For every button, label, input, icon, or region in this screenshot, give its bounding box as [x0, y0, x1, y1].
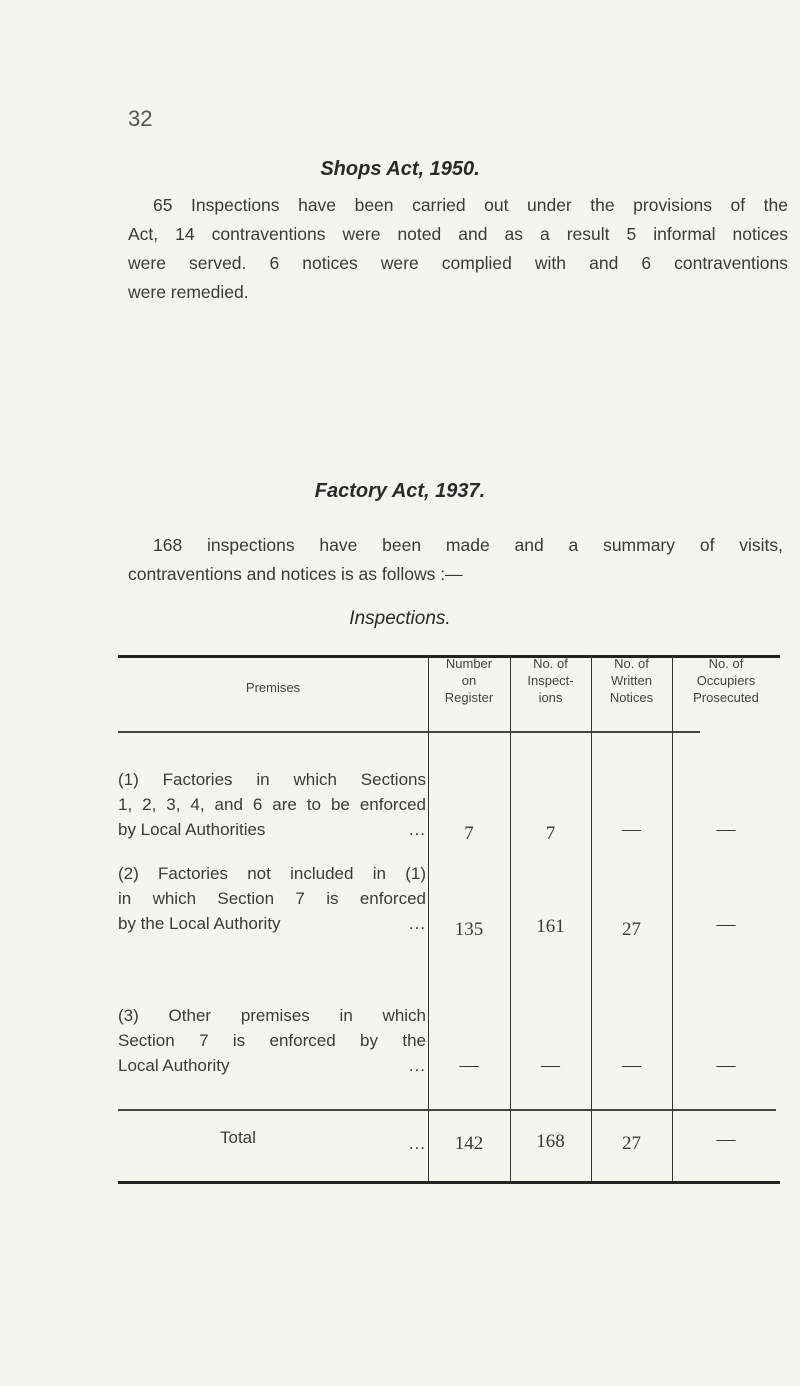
total-prosecuted: — [716, 1129, 736, 1150]
header-line: Prosecuted [693, 690, 759, 705]
total-register: 142 [454, 1133, 484, 1154]
row-label-line: in which Section 7 is enforced [118, 889, 426, 908]
total-top-rule [118, 1109, 776, 1111]
cell-notices: — [622, 1055, 641, 1076]
row-label-line [118, 1053, 426, 1078]
cell-register: 135 [454, 919, 484, 940]
factory-act-heading: Factory Act, 1937. [314, 480, 486, 502]
cell-prosecuted: — [716, 1055, 736, 1076]
column-rule [591, 655, 592, 1181]
row-label-text: Total [220, 1128, 256, 1147]
leader-dots: ... [408, 1056, 426, 1075]
header-line: Register [444, 690, 494, 705]
total-inspections: 168 [536, 1131, 565, 1152]
paragraph-line: Act, 14 contraventions were noted and as a result 5 informal notices [128, 224, 788, 244]
row-label-line: Section 7 is enforced by the [118, 1031, 426, 1050]
shops-act-heading: Shops Act, 1950. [320, 158, 480, 180]
cell-notices: 27 [622, 919, 641, 940]
cell-inspections: 7 [545, 823, 556, 844]
header-line: Occupiers [696, 673, 756, 688]
cell-inspections: 161 [536, 916, 565, 937]
row-label-line: (3) Other premises in which [118, 1006, 426, 1025]
paragraph-line: contraventions and notices is as follows :— [128, 564, 463, 584]
row-label [118, 767, 426, 842]
header-line: No. of [614, 656, 649, 671]
header-line: No. of [533, 656, 568, 671]
row-label [118, 861, 426, 936]
page-number: 32 [128, 106, 153, 131]
table-bottom-rule [118, 1181, 780, 1184]
inspections-table [118, 655, 780, 1219]
header-line: Inspect- [527, 673, 574, 688]
leader-dots: ... [408, 914, 426, 933]
row-label-line: (2) Factories not included in (1) [118, 864, 426, 883]
table-caption: Inspections. [349, 608, 451, 629]
row-label-line [118, 911, 426, 936]
header-no-of-occupiers-prosecuted [672, 655, 780, 706]
row-label [118, 1003, 426, 1078]
cell-prosecuted: — [716, 819, 736, 840]
row-label-text: by Local Authorities [118, 820, 266, 839]
row-label-line [118, 1125, 426, 1153]
header-number-on-register [428, 655, 510, 706]
row-label-text: by the Local Authority [118, 914, 281, 933]
paragraph-line: 65 Inspections have been carried out under the provisions of the [153, 195, 788, 215]
header-line: No. of [708, 656, 744, 671]
leader-dots: ... [408, 1134, 426, 1153]
leader-dots: ... [408, 820, 426, 839]
cell-inspections: — [541, 1055, 560, 1076]
header-line: Written [611, 673, 652, 688]
header-premises: Premises [245, 680, 301, 695]
header-line: Number [445, 656, 493, 671]
row-label-line [118, 817, 426, 842]
shops-act-paragraph [128, 191, 788, 307]
header-no-of-inspections [510, 655, 591, 706]
total-label [118, 1125, 426, 1153]
paragraph-line: were remedied. [128, 282, 249, 302]
column-rule [428, 655, 429, 1181]
paragraph-line: were served. 6 notices were complied with and 6 contraventions [128, 253, 788, 273]
header-bottom-rule [118, 731, 700, 733]
cell-prosecuted: — [716, 914, 736, 935]
paragraph-line: 168 inspections have been made and a summary of visits, [153, 535, 783, 555]
cell-register: — [459, 1055, 479, 1076]
total-notices: 27 [622, 1133, 641, 1154]
header-line: on [461, 673, 477, 688]
header-no-of-written-notices [591, 655, 672, 706]
cell-register: 7 [464, 823, 474, 844]
factory-act-paragraph [128, 531, 783, 589]
header-line: ions [538, 690, 563, 705]
row-label-line: (1) Factories in which Sections [118, 770, 426, 789]
row-label-line: 1, 2, 3, 4, and 6 are to be enforced [118, 795, 426, 814]
cell-notices: — [622, 819, 641, 840]
row-label-text: Local Authority [118, 1056, 230, 1075]
header-line: Notices [609, 690, 654, 705]
